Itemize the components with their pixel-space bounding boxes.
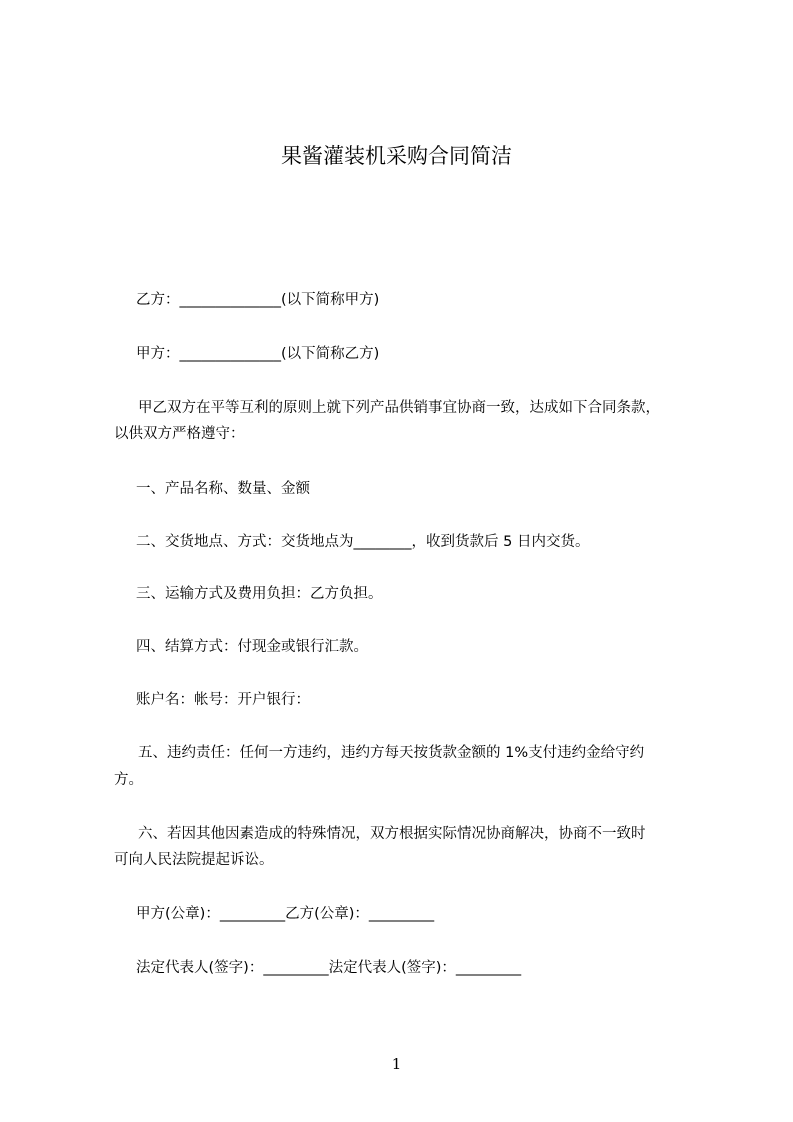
seal-line: 甲方(公章)：_________乙方(公章)：_________ [136,906,435,922]
intro-line-1: 甲乙双方在平等互利的原则上就下列产品供销事宜协商一致，达成如下合同条款， [138,400,660,416]
clause-5-line-2: 方。 [114,772,143,788]
clause-3: 三、运输方式及费用负担：乙方负担。 [136,586,383,602]
account-line: 账户名：帐号：开户银行： [136,692,310,708]
clause-6-line-2: 可向人民法院提起诉讼。 [114,852,274,868]
document-title: 果酱灌装机采购合同简洁 [281,144,512,168]
party-a-line: 甲方：______________(以下简称乙方) [136,346,380,362]
party-b-line: 乙方：______________(以下简称甲方) [136,292,380,308]
clause-1: 一、产品名称、数量、金额 [136,481,310,497]
intro-line-2: 以供双方严格遵守： [114,426,245,442]
clause-2: 二、交货地点、方式：交货地点为________，收到货款后 5 日内交货。 [136,534,590,550]
clause-5-line-1: 五、违约责任：任何一方违约，违约方每天按货款金额的 1%支付违约金给守约 [138,745,645,761]
signature-line: 法定代表人(签字)：_________法定代表人(签字)：_________ [136,960,522,976]
clause-6-line-1: 六、若因其他因素造成的特殊情况，双方根据实际情况协商解决，协商不一致时 [138,826,646,842]
page-number: 1 [391,1055,402,1073]
clause-4: 四、结算方式：付现金或银行汇款。 [136,639,368,655]
